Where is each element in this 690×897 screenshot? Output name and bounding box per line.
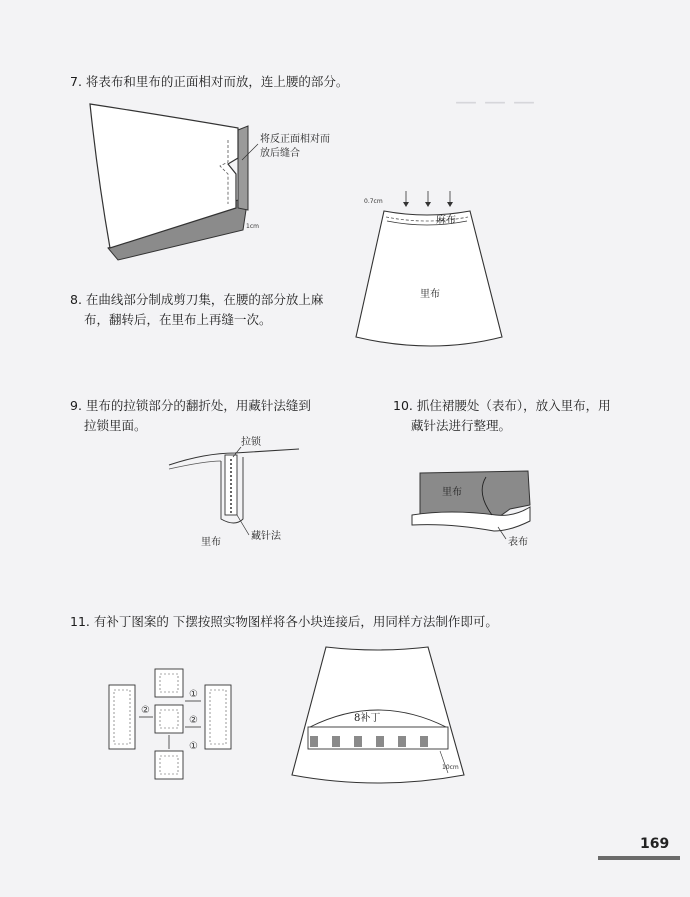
fig11-step2-left: ② xyxy=(141,705,150,716)
step-11-skirt-figure xyxy=(288,643,468,788)
fig8-waist-label: 麻布 xyxy=(436,215,456,226)
fig10-outer-label: 表布 xyxy=(508,537,528,548)
step-9-line1: 9. 里布的拉锁部分的翻折处，用藏针法缝到 xyxy=(70,398,311,413)
fig10-lining-label: 里布 xyxy=(442,487,462,498)
step-10-text xyxy=(393,396,611,436)
fig8-dim-label: 0.7cm xyxy=(364,198,383,205)
fig11-step2-right: ② xyxy=(189,715,198,726)
step-9-figure xyxy=(165,435,305,555)
fig9-zipper-label: 拉锁 xyxy=(241,437,261,448)
fig11-step1-bottom: ① xyxy=(189,741,198,752)
step-8-line2: 布，翻转后，在里布上再缝一次。 xyxy=(84,312,272,327)
step-8-figure xyxy=(352,185,512,360)
step-9-text xyxy=(70,396,311,436)
fig9-stitch-label: 藏针法 xyxy=(251,531,281,542)
fig11-step1-top: ① xyxy=(189,689,198,700)
fig7-note-line2: 放后缝合 xyxy=(260,148,300,159)
step-8-text xyxy=(70,290,323,330)
page-number: 169 xyxy=(640,836,670,852)
step-11-text: 11. 有补丁图案的 下摆按照实物图样将各小块连接后，用同样方法制作即可。 xyxy=(70,614,498,629)
page-number-bar xyxy=(598,856,680,860)
bleed-through-text: — — — xyxy=(455,90,535,115)
step-10-line1: 10. 抓住裙腰处（表布），放入里布，用 xyxy=(393,398,611,413)
step-9-line2: 拉锁里面。 xyxy=(84,418,147,433)
fig11-patch-label: 8补丁 xyxy=(354,713,381,724)
step-7-figure xyxy=(88,100,358,260)
step-10-figure xyxy=(410,465,540,550)
fig7-note-line1: 将反正面相对而 xyxy=(260,134,330,145)
skirt-outline xyxy=(356,211,502,346)
fig7-dim-label: 1cm xyxy=(246,223,259,230)
step-11-patch-diagram xyxy=(105,665,245,785)
fig11-dim-label: 10cm xyxy=(442,764,459,771)
step-10-line2: 藏针法进行整理。 xyxy=(411,418,512,433)
step-7-text: 7. 将表布和里布的正面相对而放，连上腰的部分。 xyxy=(70,74,349,89)
fig9-lining-label: 里布 xyxy=(201,537,221,548)
step-8-line1: 8. 在曲线部分制成剪刀集，在腰的部分放上麻 xyxy=(70,292,324,307)
lining-strip-right xyxy=(238,126,248,210)
fig8-lining-label: 里布 xyxy=(420,289,440,300)
